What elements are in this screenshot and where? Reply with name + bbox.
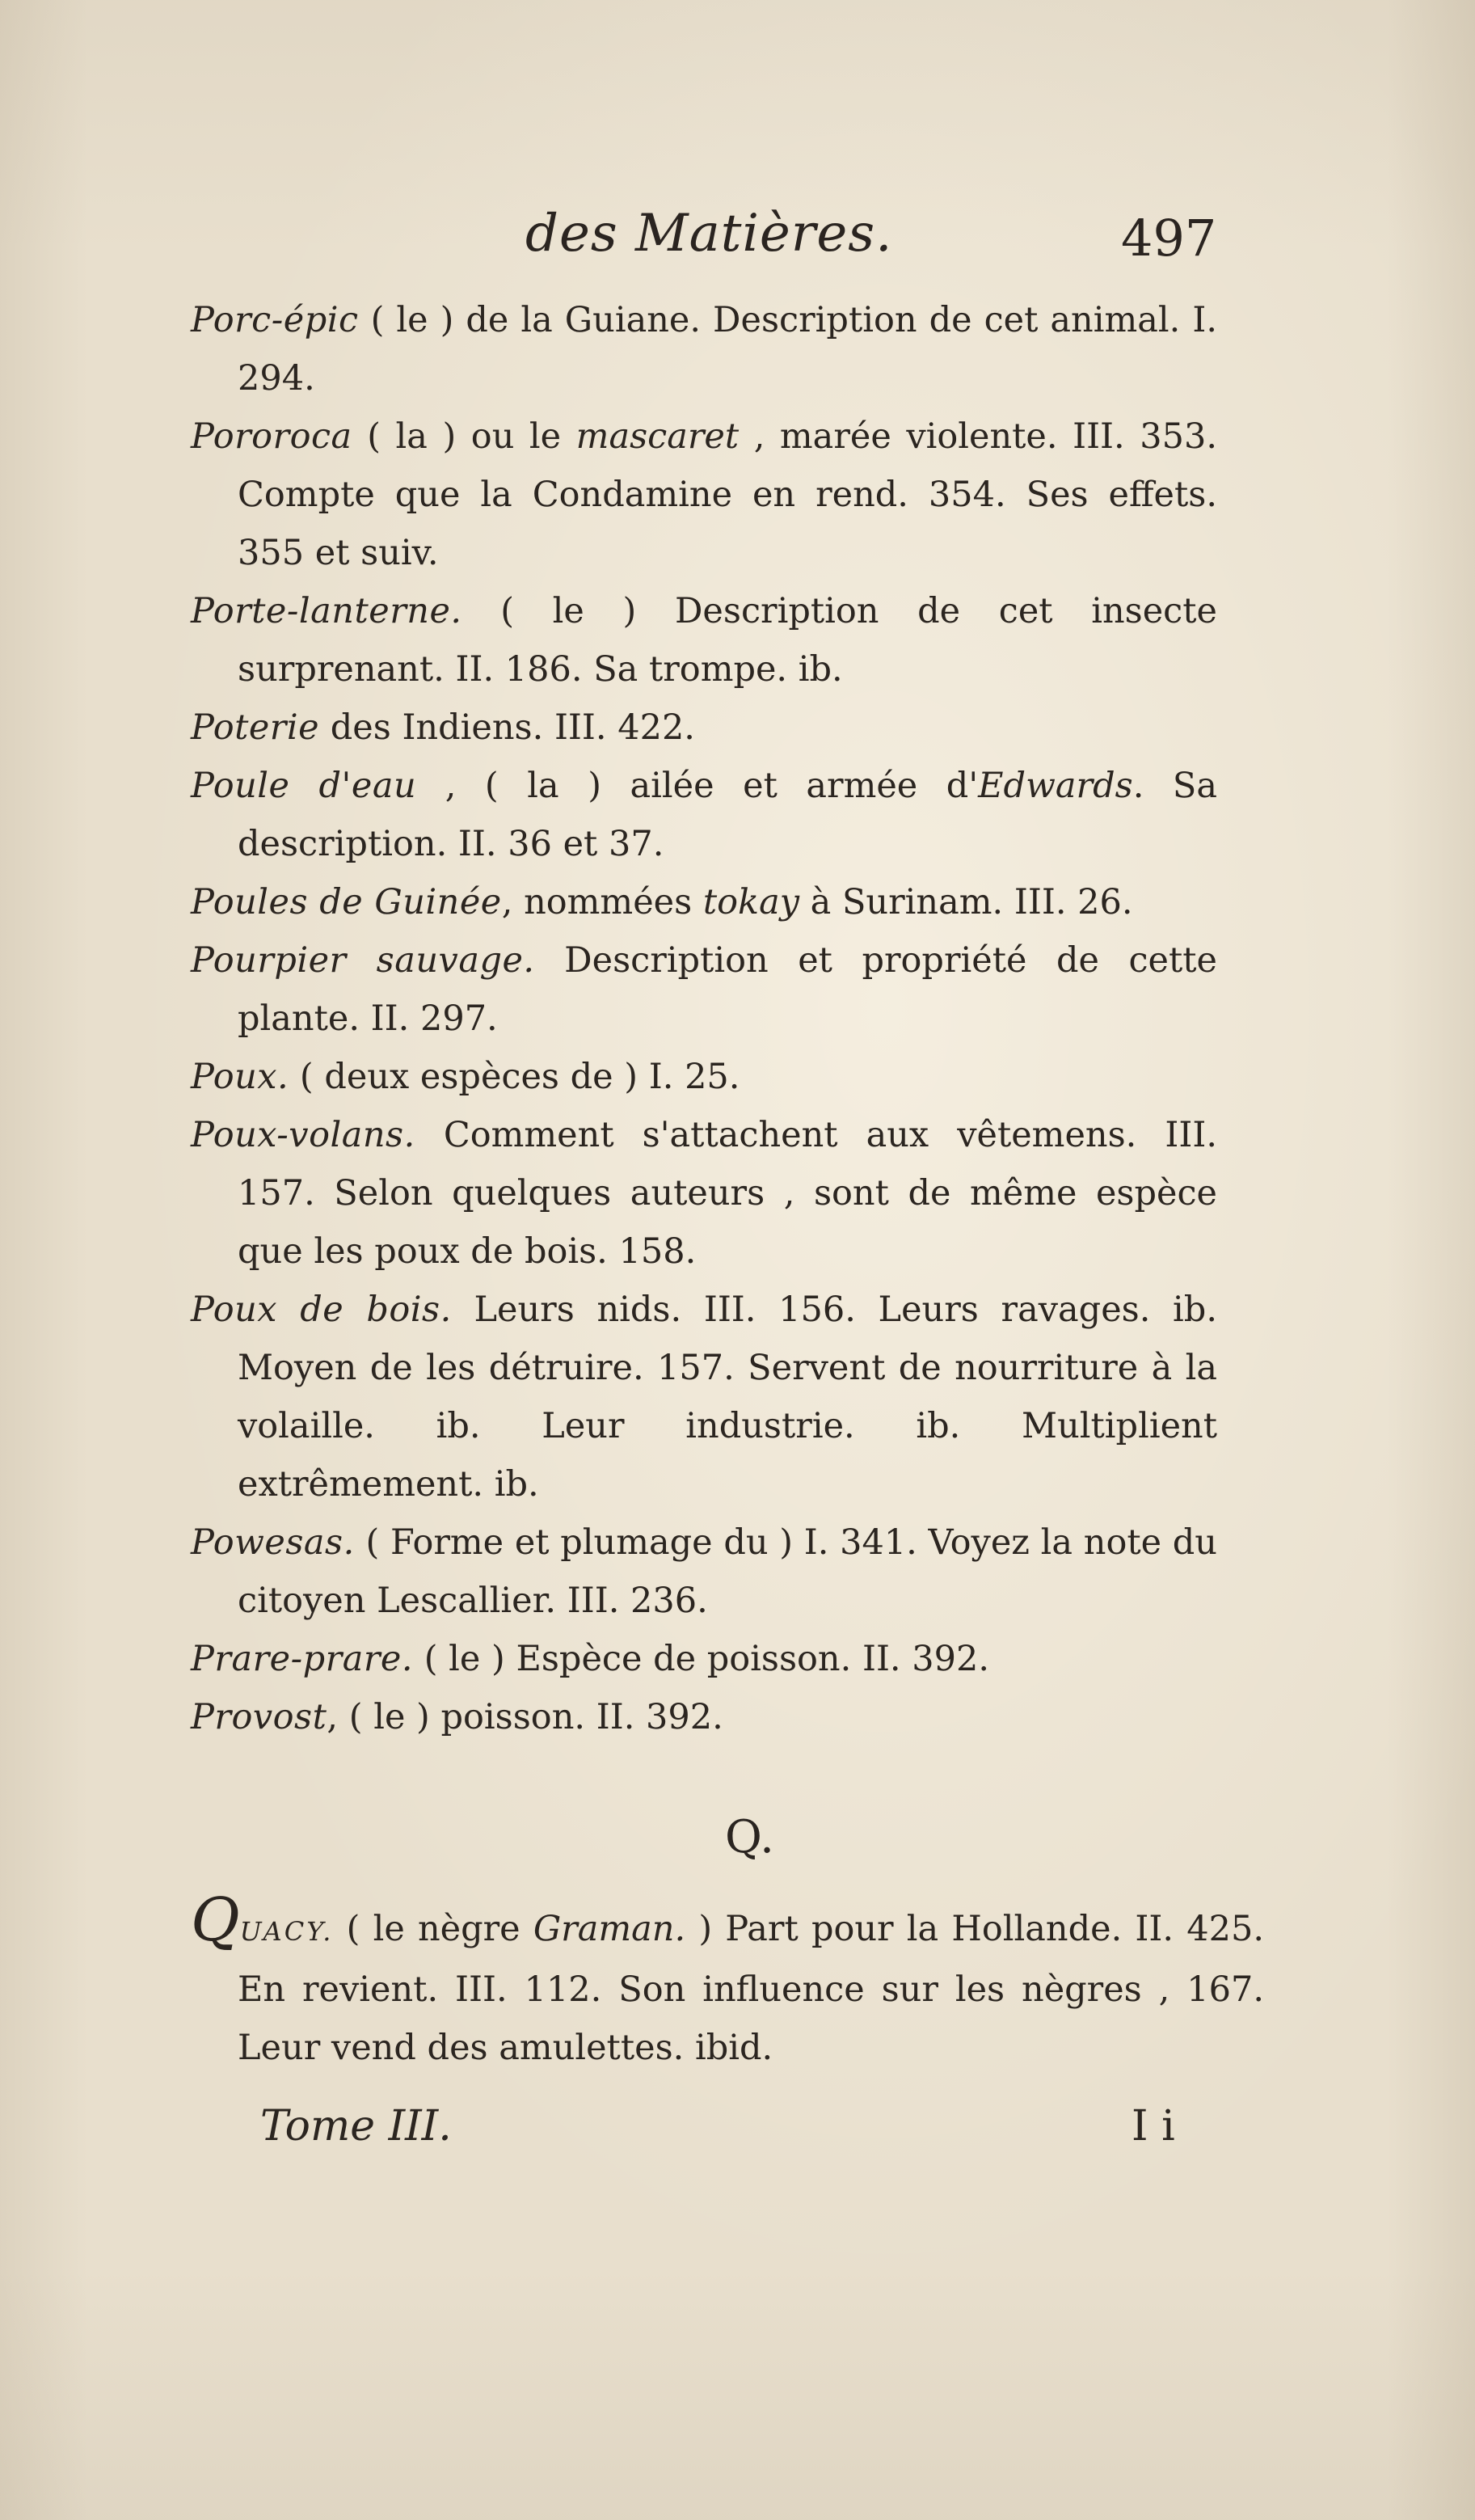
running-head [0, 204, 1475, 276]
entry-text: ( Forme et plumage du ) I. 341. Voyez la note du citoyen Lescallier. III. 236. [238, 1522, 1217, 1621]
entry-term: Porte-lanterne. [191, 591, 462, 631]
index-entry-porc-epic [191, 291, 1217, 407]
entry-term: Provost [191, 1697, 327, 1737]
entry-text: des Indiens. III. 422. [319, 707, 695, 748]
page-footer [0, 2102, 1475, 2167]
entry-text: ( la ) ou le [352, 416, 576, 457]
volume-label: Tome III. [260, 2102, 452, 2151]
entry-text: ( le ) Espèce de poisson. II. 392. [413, 1639, 990, 1679]
entry-term: Poux de bois. [191, 1290, 452, 1330]
entry-term: UACY. [239, 1916, 334, 1947]
index-entry-quacy [191, 1885, 1264, 2077]
entry-text: , ( la ) ailée et armée d' [416, 766, 979, 806]
page-number: 497 [1121, 209, 1217, 268]
entry-text: ( le ) Description de cet insecte surprenant. II. 186. Sa trompe. ib. [238, 591, 1217, 690]
running-title: des Matières. [525, 204, 893, 264]
index-entry-poules-de-guinee [191, 873, 1217, 931]
index-entry-pororoca [191, 407, 1217, 582]
index-entry-poux-de-bois [191, 1281, 1217, 1513]
entry-term: Poules de Guinée [191, 882, 502, 922]
entry-term: Porc-épic [191, 300, 359, 340]
entry-text: ( le nègre [333, 1909, 533, 1949]
index-entry-poule-d-eau [191, 757, 1217, 873]
entry-term: Poterie [191, 707, 320, 748]
entry-term: Pororoca [191, 416, 352, 457]
entry-emphasis: Graman. [533, 1909, 686, 1949]
entry-emphasis: mascaret [575, 416, 740, 457]
entry-emphasis: Edwards [978, 766, 1133, 806]
index-entry-poux-volans [191, 1106, 1217, 1281]
entry-text: à Surinam. III. 26. [799, 882, 1133, 922]
entry-text: Leurs nids. III. 156. Leurs ravages. ib. Moyen de les détruire. 157. Servent de nourriture à la volaille. ib. Leur industrie. ib. Multiplient extrêmement. ib. [238, 1290, 1218, 1505]
index-entry-porte-lanterne [191, 582, 1217, 699]
entry-text: , nommées [501, 882, 703, 922]
index-entry-prare-prare [191, 1630, 1217, 1688]
signature-mark: I i [1132, 2102, 1175, 2151]
entry-text: ( deux espèces de ) I. 25. [289, 1057, 740, 1097]
index-entry-poterie [191, 699, 1217, 757]
entry-text: . Sa description. II. 36 et 37. [238, 766, 1218, 864]
index-entry-pourpier-sauvage [191, 931, 1217, 1048]
entry-text: , marée violente. III. 353. Compte que la Condamine en rend. 354. Ses effets. 355 et suiv. [238, 416, 1217, 573]
index-entries [191, 291, 1217, 1746]
entry-emphasis: tokay [702, 882, 799, 922]
index-entry-powesas [191, 1513, 1217, 1630]
index-entry-poux [191, 1048, 1217, 1106]
entry-term: Poux-volans. [191, 1115, 415, 1155]
entry-term: Pourpier sauvage. [191, 940, 535, 981]
index-entry-provost [191, 1688, 1217, 1746]
entry-term: Powesas. [191, 1522, 355, 1563]
entry-text: ) Part pour la Hollande. II. 425. En revient. III. 112. Son influence sur les nègres , 167. Leur vend des amulettes. ibid. [238, 1909, 1264, 2068]
section-letter: Q. [725, 1811, 774, 1864]
entry-text: Description et propriété de cette plante. II. 297. [238, 940, 1217, 1039]
entry-term: Poux. [191, 1057, 289, 1097]
entry-term: Prare-prare. [191, 1639, 414, 1679]
drop-cap: Q [191, 1885, 240, 1955]
entry-text: Comment s'attachent aux vêtemens. III. 157. Selon quelques auteurs , sont de même espèce que les poux de bois. 158. [238, 1115, 1217, 1272]
entry-text: , ( le ) poisson. II. 392. [327, 1697, 723, 1737]
entry-text: ( le ) de la Guiane. Description de cet animal. I. 294. [238, 300, 1217, 399]
entry-term: Poule d'eau [191, 766, 417, 806]
